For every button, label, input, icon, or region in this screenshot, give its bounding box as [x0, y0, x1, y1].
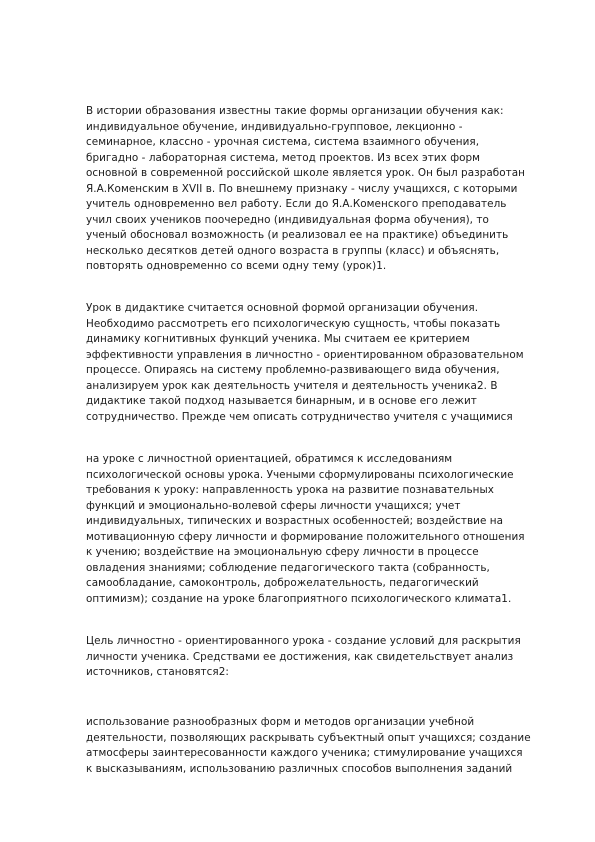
- text-line: учил своих учеников поочередно (индивидуальная форма обучения), то: [86, 213, 489, 226]
- text-line: атмосферы заинтересованности каждого ученика; стимулирование учащихся: [86, 747, 523, 759]
- text-line: семинарное, классно - урочная система, система взаимного обучения,: [86, 136, 480, 148]
- text-line: бригадно - лабораторная система, метод проектов. Из всех этих форм: [86, 151, 481, 164]
- text-line: на уроке с личностной ориентацией, обратимся к исследованиям: [86, 453, 453, 465]
- text-line: сотрудничество. Прежде чем описать сотрудничество учителя с учащимися: [86, 410, 513, 423]
- text-line: оптимизм); создание на уроке благоприятного психологического климата1.: [86, 592, 512, 605]
- paragraph-lesson-didactics: [86, 301, 556, 425]
- text-line: функций и эмоционально-волевой сферы личности учащихся; учет: [86, 499, 461, 512]
- text-line: мотивационную сферу личности и формирование положительного отношения: [86, 530, 525, 543]
- paragraph-means: [86, 715, 556, 777]
- text-line: Урок в дидактике считается основной формой организации обучения.: [86, 302, 479, 314]
- text-line: индивидуальных, типических и возрастных особенностей; воздействие на: [86, 515, 504, 527]
- text-line: В истории образования известны такие формы организации обучения как:: [86, 105, 504, 117]
- text-line: Цель личностно - ориентированного урока - создание условий для раскрытия: [86, 635, 521, 647]
- text-line: психологической основы урока. Учеными сформулированы психологические: [86, 468, 514, 481]
- text-line: динамику когнитивных функций ученика. Мы считаем ее критерием: [86, 333, 470, 345]
- text-line: Необходимо рассмотреть его психологическую сущность, чтобы показать: [86, 317, 501, 330]
- text-line: анализируем урок как деятельность учителя и деятельность ученика2. В: [86, 379, 498, 392]
- paragraph-lesson-history: [86, 104, 556, 275]
- text-line: основной в современной российской школе является урок. Он был разработан: [86, 167, 525, 179]
- text-line: овладения знаниями; соблюдение педагогического такта (собранность,: [86, 561, 490, 574]
- text-line: повторять одновременно со всеми одну тему (урок)1.: [86, 260, 387, 272]
- text-line: Я.А.Коменским в XVII в. По внешнему признаку - числу учащихся, с которыми: [86, 182, 518, 195]
- text-line: требования к уроку: направленность урока на развитие познавательных: [86, 484, 494, 496]
- text-line: эффективности управления в личностно - ориентированном образовательном: [86, 348, 524, 361]
- text-line: использование разнообразных форм и методов организации учебной: [86, 716, 475, 728]
- text-line: ученый обосновал возможность (и реализовал ее на практике) объединить: [86, 229, 509, 241]
- paragraph-psychological-requirements: [86, 452, 556, 607]
- text-line: деятельности, позволяющих раскрывать субъектный опыт учащихся; создание: [86, 731, 531, 744]
- text-line: к высказываниям, использованию различных способов выполнения заданий: [86, 762, 513, 775]
- text-line: самообладание, самоконтроль, доброжелательность, педагогический: [86, 577, 479, 589]
- text-line: несколько десятков детей одного возраста в группы (класс) и объяснять,: [86, 244, 500, 257]
- text-line: дидактике такой подход называется бинарным, и в основе его лежит: [86, 395, 477, 407]
- text-line: личности ученика. Средствами ее достижения, как свидетельствует анализ: [86, 650, 514, 663]
- text-line: индивидуальное обучение, индивидуально-групповое, лекционно -: [86, 120, 463, 133]
- text-line: процессе. Опираясь на систему проблемно-развивающего вида обучения,: [86, 364, 500, 376]
- text-line: к учению; воздействие на эмоциональную сферу личности в процессе: [86, 546, 479, 558]
- text-line: учитель одновременно вел работу. Если до Я.А.Коменского преподаватель: [86, 198, 507, 210]
- paragraph-lesson-goal: [86, 634, 556, 681]
- text-line: источников, становятся2:: [86, 666, 229, 678]
